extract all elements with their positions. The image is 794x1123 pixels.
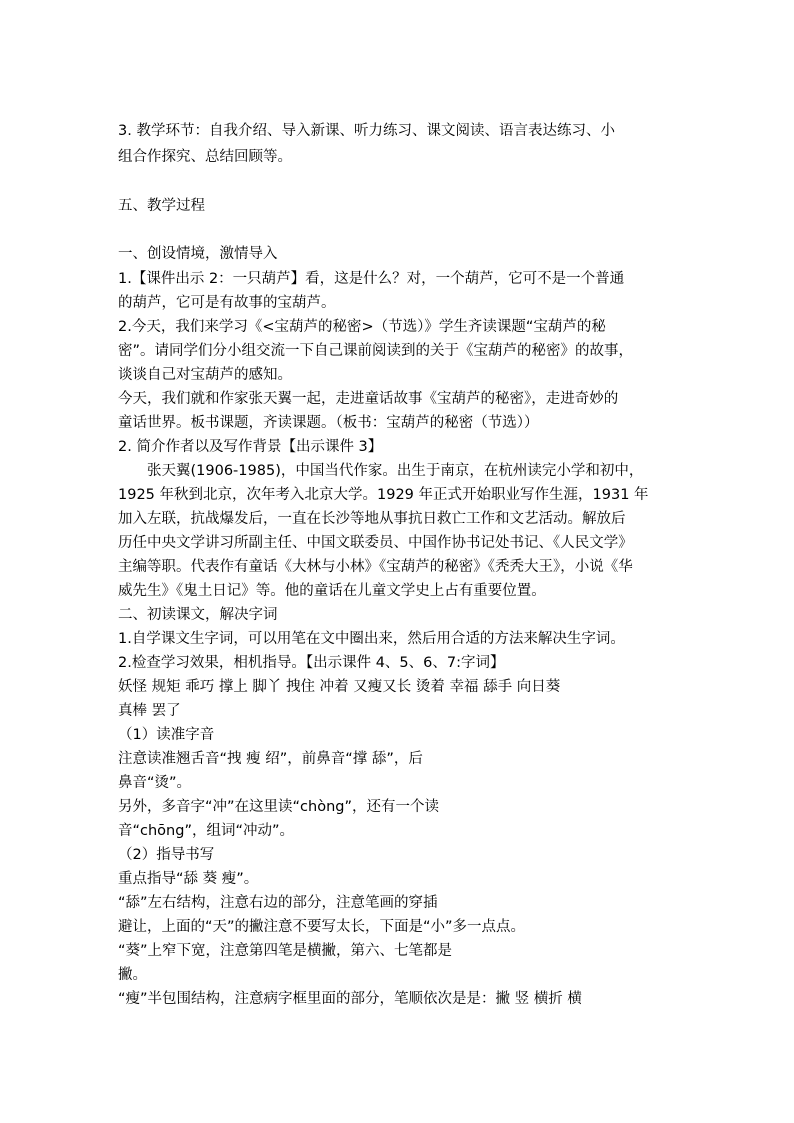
text-line: 另外，多音字“冲”在这里读“chòng”，还有一个读: [118, 799, 439, 815]
text-line: 组合作探究、总结回顾等。: [118, 149, 292, 165]
text-line: 3. 教学环节：自我介绍、导入新课、听力练习、课文阅读、语言表达练习、小: [118, 123, 615, 139]
text-line: 张天翼(1906-1985)，中国当代作家。出生于南京，在杭州读完小学和初中，: [118, 463, 644, 479]
text-line: 撇。: [118, 967, 147, 983]
text-line: 重点指导“舔 葵 瘦”。: [118, 871, 259, 887]
vocabulary-line: 真棒 罢了: [118, 703, 181, 719]
text-line: 音“chōng”，组词“冲动”。: [118, 823, 294, 839]
text-line: 2.检查学习效果，相机指导。【出示课件 4、5、6、7:字词】: [118, 655, 505, 671]
text-line: “舔”左右结构，注意右边的部分，注意笔画的穿插: [118, 895, 438, 911]
text-line: 避让，上面的“天”的撇注意不要写太长，下面是“小”多一点点。: [118, 919, 526, 935]
vocabulary-line: 妖怪 规矩 乖巧 撑上 脚丫 拽住 冲着 又瘦又长 烫着 幸福 舔手 向日葵: [118, 679, 561, 695]
text-line: “瘦”半包围结构，注意病字框里面的部分，笔顺依次是是：撇 竖 横折 横: [118, 991, 582, 1007]
subsection-heading: 一、创设情境，激情导入: [118, 246, 278, 262]
text-line: 威先生》《鬼土日记》等。他的童话在儿童文学史上占有重要位置。: [118, 583, 546, 599]
text-line: 1925 年秋到北京，次年考入北京大学。1929 年正式开始职业写作生涯，1931 年: [118, 487, 649, 503]
text-line: 2.今天，我们来学习《<宝葫芦的秘密>（节选）》学生齐读课题“宝葫芦的秘: [118, 319, 606, 335]
text-line: 今天，我们就和作家张天翼一起，走进童话故事《宝葫芦的秘密》，走进奇妙的: [118, 391, 619, 407]
text-line: 历任中央文学讲习所副主任、中国文联委员、中国作协书记处书记、《人民文学》: [118, 535, 633, 551]
text-line: 童话世界。板书课题，齐读课题。（板书：宝葫芦的秘密（节选））: [118, 415, 539, 431]
text-line: “葵”上窄下宽，注意第四笔是横撇，第六、七笔都是: [118, 943, 453, 959]
text-line: （2）指导书写: [118, 847, 215, 863]
text-line: 2. 简介作者以及写作背景【出示课件 3】: [118, 439, 383, 455]
text-line: 1.【课件出示 2：一只葫芦】看，这是什么？对，一个葫芦，它可不是一个普通: [118, 271, 625, 287]
text-line: 鼻音“烫”。: [118, 775, 192, 791]
subsection-heading: 二、初读课文，解决字词: [118, 607, 278, 623]
text-line: 加入左联，抗战爆发后，一直在长沙等地从事抗日救亡工作和文艺活动。解放后: [118, 511, 626, 527]
text-line: 注意读准翘舌音“拽 瘦 绍”，前鼻音“撑 舔”，后: [118, 751, 423, 767]
text-line: 密”。请同学们分小组交流一下自己课前阅读到的关于《宝葫芦的秘密》的故事，: [118, 343, 634, 359]
text-line: 谈谈自己对宝葫芦的感知。: [118, 367, 292, 383]
text-line: 1.自学课文生字词，可以用笔在文中圈出来，然后用合适的方法来解决生字词。: [118, 631, 625, 647]
section-heading: 五、教学过程: [118, 198, 205, 214]
text-line: 的葫芦，它可是有故事的宝葫芦。: [118, 295, 336, 311]
text-line: （1）读准字音: [118, 727, 215, 743]
text-line: 主编等职。代表作有童话《大林与小林》《宝葫芦的秘密》《秃秃大王》，小说《华: [118, 559, 633, 575]
